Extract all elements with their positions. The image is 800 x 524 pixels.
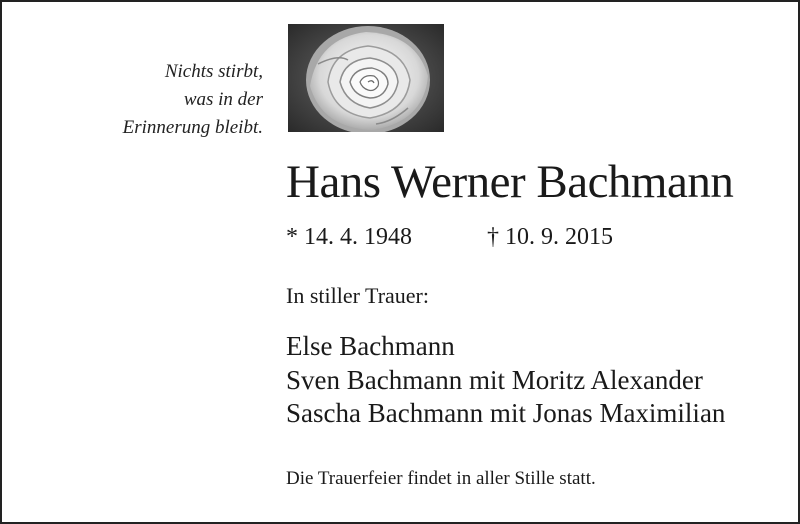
mourners-list [286, 330, 725, 431]
rose-image [288, 24, 444, 132]
quote-line: Nichts stirbt, [164, 61, 263, 82]
mourning-label: In stiller Trauer: [286, 283, 429, 308]
death-date: † 10. 9. 2015 [487, 224, 613, 250]
deceased-name: Hans Werner Bachmann [286, 156, 734, 208]
life-dates [286, 222, 613, 252]
mourner: Sascha Bachmann mit Jonas Maximilian [286, 398, 726, 428]
mourner: Sven Bachmann mit Moritz Alexander [286, 364, 703, 395]
funeral-notice: Die Trauerfeier findet in aller Stille statt. [286, 468, 596, 489]
quote-line: Erinnerung bleibt. [122, 117, 263, 138]
memorial-quote [123, 58, 263, 142]
mourner: Else Bachmann [286, 331, 455, 361]
quote-line: was in der [183, 89, 263, 110]
birth-date: * 14. 4. 1948 [286, 224, 412, 250]
